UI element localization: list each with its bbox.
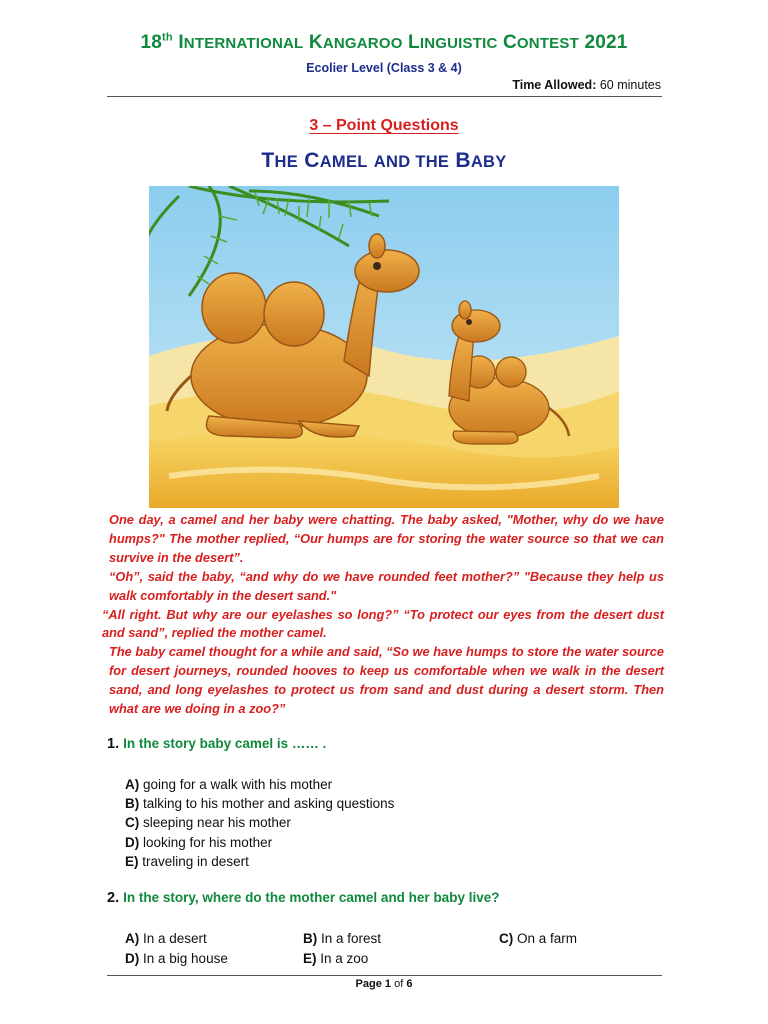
option-2c[interactable] — [499, 929, 577, 949]
baby-eye — [466, 319, 472, 325]
page-footer — [0, 978, 768, 990]
story-title-w2-initial: C — [304, 149, 320, 172]
option-letter: E) — [303, 950, 317, 966]
footer-page-number: 1 — [384, 978, 392, 990]
time-allowed-value: 60 minutes — [599, 78, 661, 92]
story-paragraph-2: “Oh”, said the baby, “and why do we have rounded feet mother?” "Because they help us walk comfortably in the desert sand." — [109, 568, 664, 603]
option-1b[interactable] — [125, 794, 394, 813]
option-letter: A) — [125, 777, 140, 792]
option-text: In a desert — [143, 931, 207, 946]
option-text: In a zoo — [320, 950, 369, 966]
time-allowed-label: Time Allowed: — [512, 78, 597, 92]
option-letter: B) — [303, 931, 318, 946]
question-2-number: 2. — [107, 890, 120, 906]
story-title-w4-initial: B — [455, 149, 471, 172]
footer-page-total: 6 — [406, 978, 413, 990]
section-heading: 3 – Point Questions — [309, 117, 459, 134]
option-2e[interactable] — [303, 949, 499, 969]
story-title-w1-initial: T — [261, 149, 275, 172]
mother-eye — [373, 262, 381, 270]
option-letter: C) — [499, 931, 514, 946]
option-letter: C) — [125, 815, 140, 831]
footer-page-word: Page — [355, 978, 382, 990]
story-paragraph-4: The baby camel thought for a while and said, “So we have humps to store the water source for desert journeys, rounded hooves to keep us comfortable when we walk in the desert sand, and long eyelashes to protect us from sand and dust during a desert storm. Then what are we doing in a zoo?” — [109, 644, 664, 717]
question-1-number: 1. — [107, 736, 120, 752]
option-1e[interactable] — [125, 852, 394, 871]
question-1-options — [125, 775, 394, 871]
question-1 — [107, 736, 667, 752]
option-letter: B) — [125, 796, 140, 812]
option-1a[interactable] — [125, 775, 394, 794]
option-letter: A) — [125, 931, 140, 946]
story-title — [0, 149, 768, 173]
option-text: talking to his mother and asking questions — [143, 796, 395, 812]
option-letter: D) — [125, 950, 140, 966]
header-divider — [107, 96, 662, 97]
option-text: looking for his mother — [143, 834, 273, 850]
title-word1-rest: NTERNATIONAL — [183, 35, 304, 52]
option-letter: E) — [125, 853, 139, 869]
options-row-1 — [125, 929, 645, 949]
title-year: 2021 — [584, 32, 628, 53]
options-row-2 — [125, 949, 645, 969]
story-title-w3: AND THE — [373, 153, 450, 171]
option-letter: D) — [125, 834, 140, 850]
option-2d[interactable] — [125, 949, 303, 969]
story-paragraph-3: “All right. But why are our eyelashes so long?” “To protect our eyes from the desert dust and sand”, replied the mother camel. — [102, 606, 664, 641]
level-subtitle: Ecolier Level (Class 3 & 4) — [306, 61, 462, 75]
option-text: sleeping near his mother — [143, 815, 291, 831]
option-2b[interactable] — [303, 929, 499, 949]
title-word4-rest: ONTEST — [516, 35, 579, 52]
story-title-w4-rest: ABY — [470, 153, 507, 171]
story-title-w2-rest: AMEL — [319, 153, 368, 171]
option-text: In a big house — [143, 950, 228, 966]
question-1-text: In the story baby camel is …… . — [123, 736, 327, 751]
option-1c[interactable] — [125, 813, 394, 832]
footer-of-word: of — [394, 978, 404, 990]
option-1d[interactable] — [125, 833, 394, 852]
title-number: 18 — [140, 32, 163, 53]
title-ordinal: th — [162, 31, 173, 44]
option-2a[interactable] — [125, 929, 303, 949]
title-word2-initial: K — [308, 32, 323, 53]
question-2 — [107, 890, 667, 906]
title-word3-initial: L — [408, 32, 420, 53]
title-word3-rest: INGUISTIC — [419, 35, 498, 52]
story-paragraph-1: One day, a camel and her baby were chatting. The baby asked, "Mother, why do we have humps?" The mother replied, “Our humps are for storing the water source so that we can survive in the desert”. — [109, 512, 664, 565]
question-2-options — [125, 929, 645, 968]
footer-divider — [107, 975, 662, 976]
option-text: traveling in desert — [142, 853, 249, 869]
contest-title — [0, 32, 768, 54]
title-word2-rest: ANGAROO — [322, 35, 403, 52]
camel-illustration — [149, 186, 619, 508]
title-word1-initial: I — [178, 32, 184, 53]
story-text — [102, 511, 664, 719]
option-text: In a forest — [321, 931, 382, 946]
question-2-text: In the story, where do the mother camel and her baby live? — [123, 890, 500, 905]
title-word4-initial: C — [502, 32, 517, 53]
option-text: going for a walk with his mother — [143, 777, 333, 792]
story-title-w1-rest: HE — [274, 153, 299, 171]
option-text: On a farm — [517, 931, 578, 946]
time-allowed — [512, 78, 661, 92]
